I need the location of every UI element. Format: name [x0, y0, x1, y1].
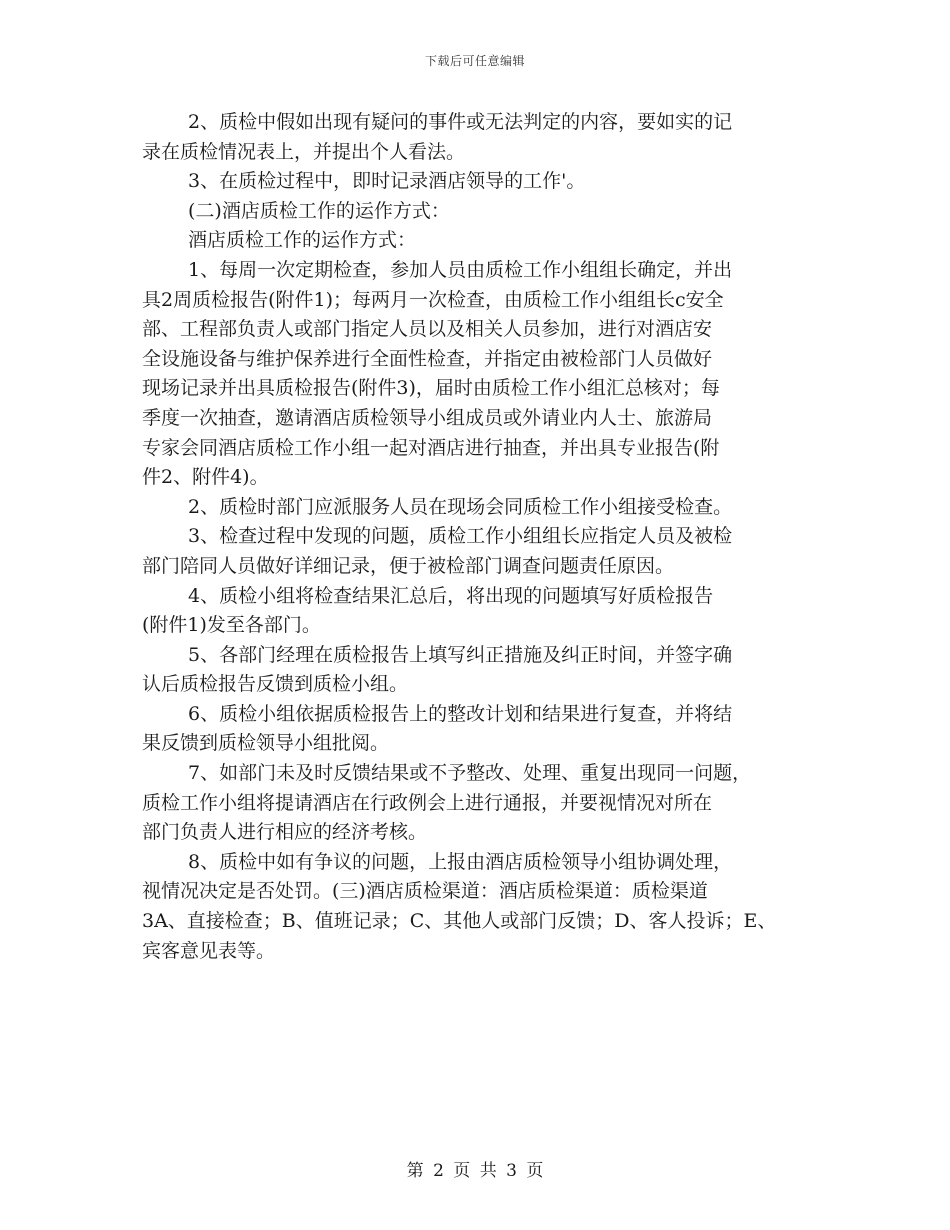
text-line: 4、质检小组将检查结果汇总后，将出现的问题填写好质检报告 — [188, 584, 714, 607]
text-line: 部、工程部负责人或部门指定人员以及相关人员参加，进行对酒店安 — [142, 318, 713, 341]
text-line: 8、质检中如有争议的问题，上报由酒店质检领导小组协调处理， — [188, 850, 733, 873]
text-line: 果反馈到质检领导小组批阅。 — [142, 732, 390, 755]
document-body — [142, 108, 802, 966]
text-line: (附件1)发至各部门。 — [142, 614, 321, 637]
text-line: 具2周质检报告(附件1)；每两月一次检查，由质检工作小组组长c安全 — [142, 288, 724, 311]
text-line: 3、检查过程中发现的问题，质检工作小组组长应指定人员及被检 — [188, 525, 733, 548]
text-line: 现场记录并出具质检报告(附件3)，届时由质检工作小组汇总核对；每 — [142, 377, 720, 400]
text-line: 1、每周一次定期检查，参加人员由质检工作小组组长确定，并出 — [188, 258, 733, 281]
page-header: 下载后可任意编辑 — [424, 54, 525, 68]
text-line: 部门陪同人员做好详细记录，便于被检部门调查问题责任原因。 — [142, 554, 675, 577]
page-footer: 第 2 页 共 3 页 — [406, 1161, 544, 1181]
text-line: 酒店质检工作的运作方式： — [188, 229, 417, 252]
text-line: 件2、附件4)。 — [142, 466, 269, 489]
text-line: 季度一次抽查，邀请酒店质检领导小组成员或外请业内人士、旅游局 — [142, 406, 713, 429]
text-line: 全设施设备与维护保养进行全面性检查，并指定由被检部门人员做好 — [142, 347, 713, 370]
text-line: 2、质检时部门应派服务人员在现场会同质检工作小组接受检查。 — [188, 495, 733, 518]
text-line: 3A、直接检查；B、值班记录；C、其他人或部门反馈；D、客人投诉；E、 — [142, 910, 777, 933]
text-line: 质检工作小组将提请酒店在行政例会上进行通报，并要视情况对所在 — [142, 791, 713, 814]
text-line: (二)酒店质检工作的运作方式： — [188, 199, 450, 222]
text-line: 5、各部门经理在质检报告上填写纠正措施及纠正时间，并签字确 — [188, 643, 733, 666]
text-line: 宾客意见表等。 — [142, 939, 276, 962]
text-line: 2、质检中假如出现有疑问的事件或无法判定的内容，要如实的记 — [188, 111, 733, 133]
text-line: 认后质检报告反馈到质检小组。 — [142, 673, 409, 696]
text-line: 录在质检情况表上，并提出个人看法。 — [142, 140, 466, 163]
text-line: 6、质检小组依据质检报告上的整改计划和结果进行复查，并将结 — [188, 702, 733, 725]
text-line: 3、在质检过程中，即时记录酒店领导的工作'。 — [188, 170, 586, 193]
text-line: 部门负责人进行相应的经济考核。 — [142, 821, 428, 844]
text-line: 视情况决定是否处罚。(三)酒店质检渠道：酒店质检渠道：质检渠道 — [142, 880, 708, 903]
text-line: 专家会同酒店质检工作小组一起对酒店进行抽查，并出具专业报告(附 — [142, 436, 720, 459]
text-line: 7、如部门未及时反馈结果或不予整改、处理、重复出现同一问题， — [188, 762, 752, 785]
